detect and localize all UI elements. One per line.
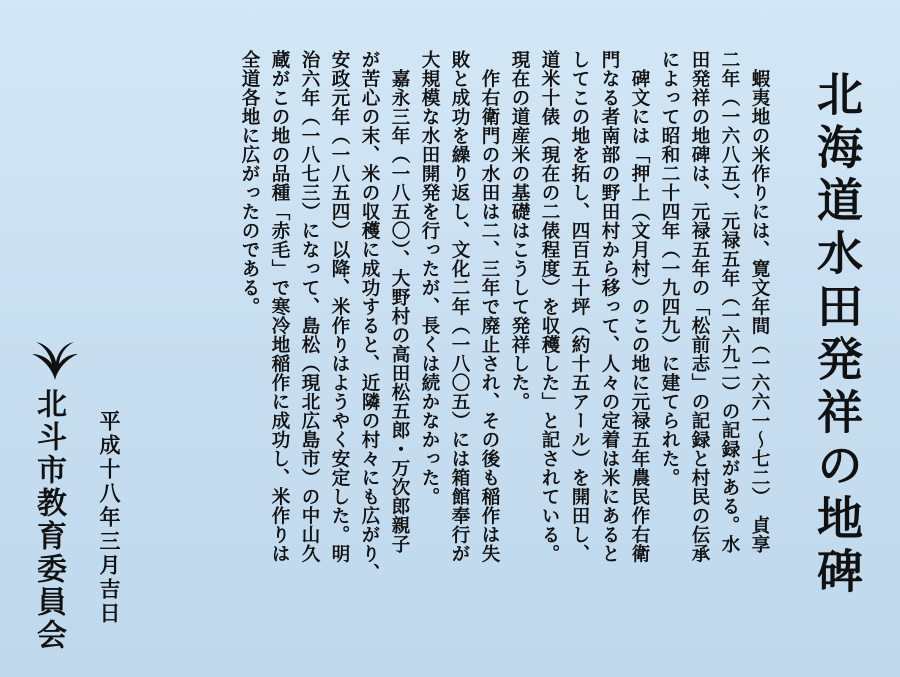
body-column: 蝦夷地の米作りには、寛文年間（一六六一～七二） 貞享 [749,69,770,554]
body-column: 碑文には「押上（文月村）のこの地に元禄五年農民作右衛 [629,69,650,563]
body-column: によって昭和二十四年（一九四九）に建てられた。 [659,50,680,487]
hokuto-city-emblem-icon [30,340,80,384]
organization-name: 北斗市教育委員会 [31,388,66,652]
body-column: 作右衛門の水田は二、三年で廃止され、その後も稲作は失 [479,69,500,563]
body-column: 治六年（一八七三）になって、島松（現北広島市）の中山久 [299,50,320,563]
plaque-title: 北海道水田発祥の地碑 [810,70,864,600]
body-column: 安政元年（一八五四）以降、米作りはようやく安定した。明 [329,50,350,563]
body-column: 二年（一六八五）、元禄五年（一六九二）の記録がある。水 [719,50,740,554]
body-column: 敗と成功を繰り返し、文化二年（一八〇五）には箱館奉行が [449,50,470,563]
body-column: が苦心の末、米の収穫に成功すると、近隣の村々にも広がり、 [359,50,380,582]
plaque-date: 平成十八年三月吉日 [97,410,121,626]
body-column: 田発祥の地碑は、元禄五年の「松前志」の記録と村民の伝承 [689,50,710,563]
body-column: 全道各地に広がったのである。 [239,50,260,316]
body-column: 現在の道産米の基礎はこうして発祥した。 [509,50,530,411]
body-column: 道米十俵（現在の二俵程度）を収穫した」と記されている。 [539,50,560,563]
body-column: してこの地を拓し、四百五十坪（約十五アール）を開田し、 [569,50,590,563]
body-column: 蔵がこの地の品種「赤毛」で寒冷地稲作に成功し、米作りは [269,50,290,563]
plaque-body-text [152,50,774,650]
body-column: 大規模な水田開発を行ったが、長くは続かなかった。 [419,50,440,506]
body-column: 嘉永三年（一八五〇）、大野村の高田松五郎・万次郎親子 [389,69,410,554]
body-column: 門なる者南部の野田村から移って、人々の定着は米にあると [599,50,620,563]
